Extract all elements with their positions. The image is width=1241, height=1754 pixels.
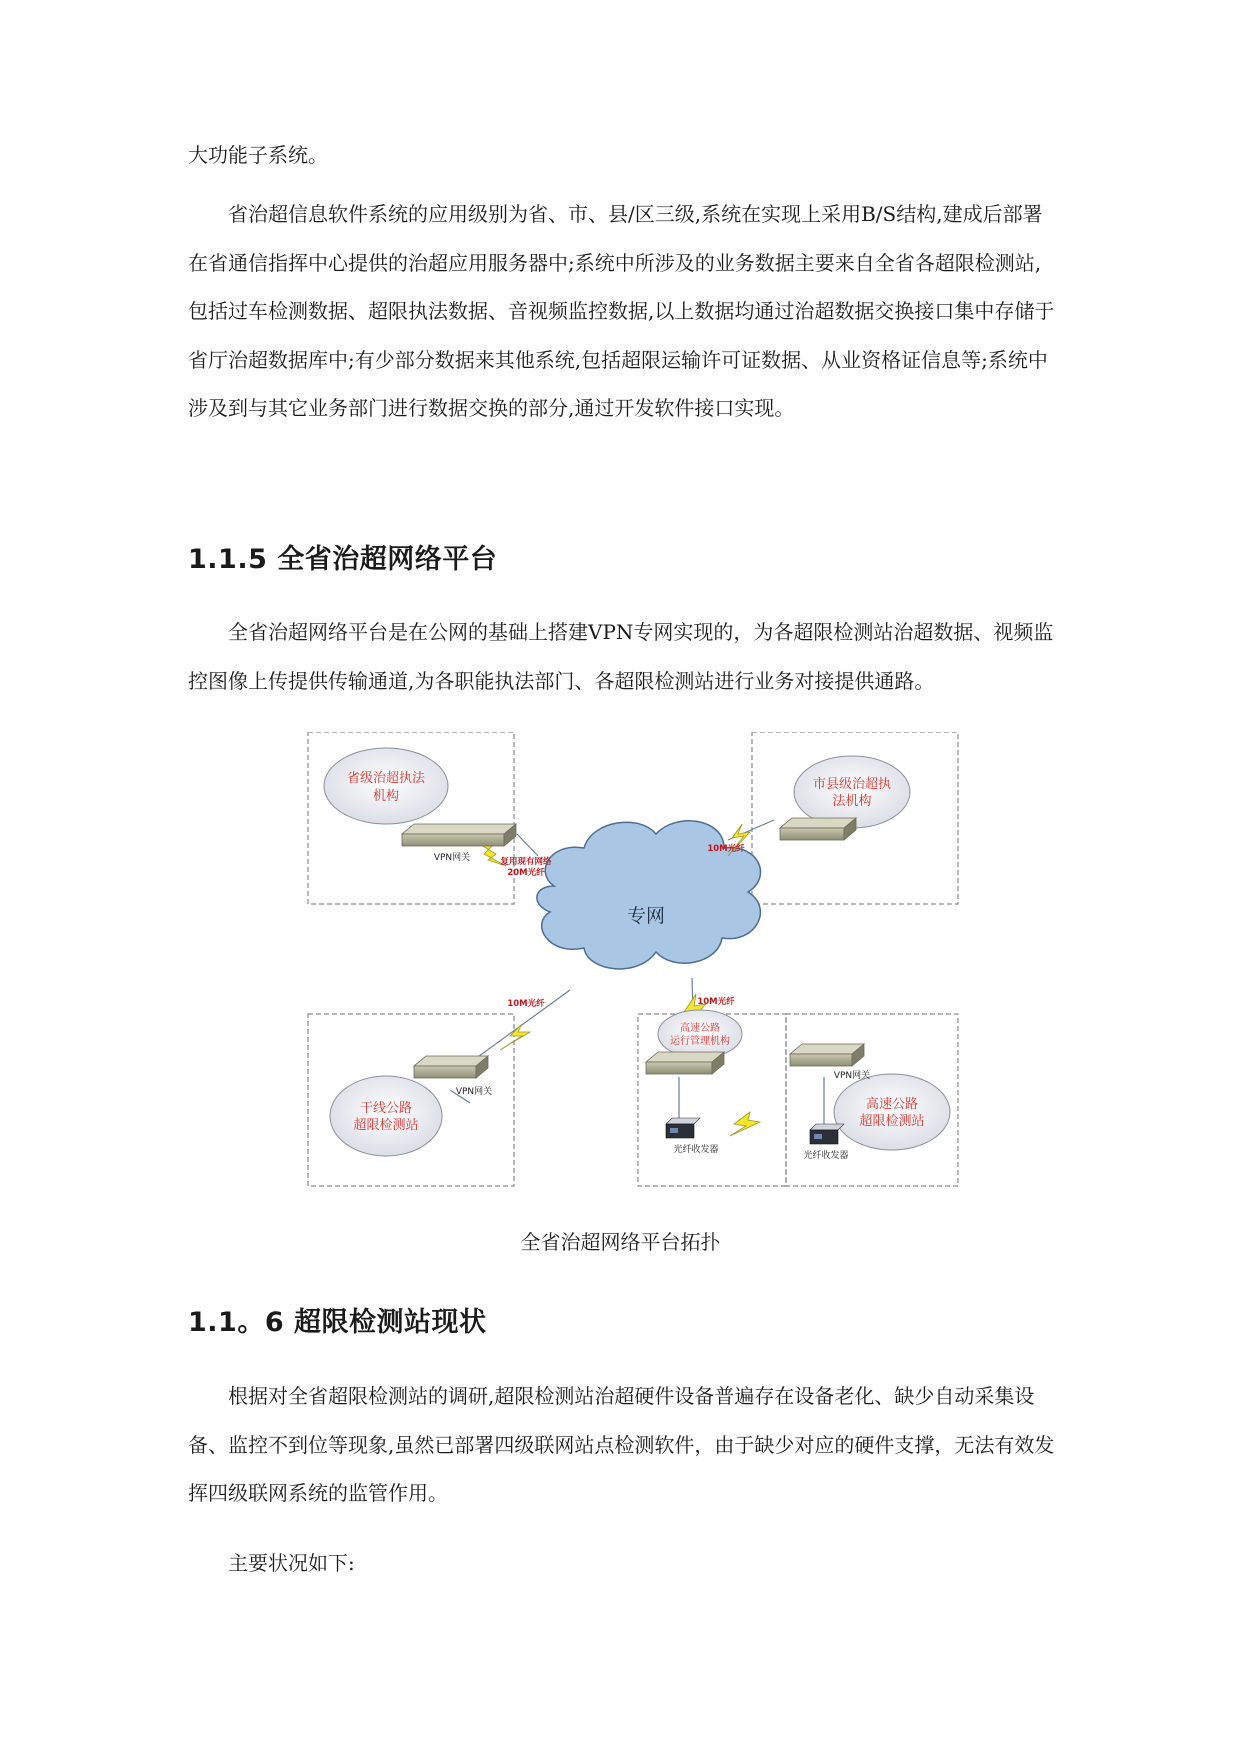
vpn-gateway-device-city xyxy=(780,818,856,840)
vpn-gateway-label-provincial: VPN网关 xyxy=(433,853,471,863)
highway-mgmt-label-1: 高速公路 xyxy=(680,1023,720,1034)
private-network-cloud xyxy=(537,821,761,969)
link-label-highway: 10M光纤 xyxy=(697,997,735,1007)
highway-station-label-2: 超限检测站 xyxy=(859,1114,925,1129)
paragraph-main-status: 主要状况如下: xyxy=(228,1551,355,1575)
transceiver-label-right: 光纤收发器 xyxy=(803,1151,849,1161)
provincial-agency-ellipse xyxy=(324,748,448,824)
paragraph-station-status: 根据对全省超限检测站的调研,超限检测站治超硬件设备普遍存在设备老化、缺少自动采集设备、监控不到位等现象,虽然已部署四级联网站点检测软件，由于缺少对应的硬件支撑，无法有效发挥四级联网系统的监管作用。 xyxy=(188,1384,1055,1505)
trunk-station-ellipse xyxy=(330,1076,442,1156)
heading-1-1-6: 1.1。6 超限检测站现状 xyxy=(188,1307,487,1338)
vpn-gateway-device-highway-mgmt xyxy=(646,1052,724,1074)
fiber-transceiver-left xyxy=(666,1118,700,1138)
paragraph-network-platform: 全省治超网络平台是在公网的基础上搭建VPN专网实现的，为各超限检测站治超数据、视频监控图像上传提供传输通道,为各职能执法部门、各超限检测站进行业务对接提供通路。 xyxy=(188,620,1054,693)
city-agency-label-2: 法机构 xyxy=(832,794,872,809)
figure-caption: 全省治超网络平台拓扑 xyxy=(520,1230,721,1254)
fiber-transceiver-right xyxy=(810,1124,844,1144)
vpn-gateway-label-trunk: VPN网关 xyxy=(455,1087,493,1097)
highway-station-ellipse xyxy=(834,1074,950,1150)
link-label-provincial-1: 复用现有网络 xyxy=(500,857,552,867)
trunk-station-label-2: 超限检测站 xyxy=(353,1118,419,1133)
link-label-provincial-2: 20M光纤 xyxy=(507,868,545,878)
vpn-gateway-device-provincial xyxy=(402,824,516,846)
highway-mgmt-ellipse xyxy=(658,1010,742,1058)
vpn-gateway-label-highway: VPN网关 xyxy=(833,1071,871,1081)
highway-mgmt-label-2: 运行管理机构 xyxy=(670,1036,730,1047)
link-label-trunk: 10M光纤 xyxy=(507,999,545,1009)
provincial-agency-label-2: 机构 xyxy=(372,789,400,804)
highway-station-label-1: 高速公路 xyxy=(865,1097,919,1112)
paragraph-system-levels: 省治超信息软件系统的应用级别为省、市、县/区三级,系统在实现上采用B/S结构,建成后部署在省通信指挥中心提供的治超应用服务器中;系统中所涉及的业务数据主要来自全省各超限检测站,包括过车检测数据、超限执法数据、音视频监控数据,以上数据均通过治超数据交换接口集中存储于省厅治超数据库中;有少部分数据来其他系统,包括超限运输许可证数据、从业资格证信息等;系统中涉及到与其它业务部门进行数据交换的部分,通过开发软件接口实现。 xyxy=(188,202,1055,420)
cloud-label: 专网 xyxy=(626,905,666,927)
link-label-city: 10M光纤 xyxy=(707,844,745,854)
trunk-station-label-1: 干线公路 xyxy=(359,1101,413,1116)
paragraph-continuation: 大功能子系统。 xyxy=(188,143,328,167)
provincial-agency-label-1: 省级治超执法 xyxy=(346,771,426,786)
lightning-bolt-transceivers xyxy=(730,1112,760,1136)
city-agency-ellipse xyxy=(794,756,910,828)
network-topology-diagram xyxy=(304,732,964,1198)
vpn-gateway-device-trunk xyxy=(414,1056,488,1078)
transceiver-label-left: 光纤收发器 xyxy=(673,1145,719,1155)
heading-1-1-5: 1.1.5 全省治超网络平台 xyxy=(188,544,498,575)
city-agency-label-1: 市县级治超执 xyxy=(812,777,892,792)
vpn-gateway-device-highway-station xyxy=(790,1044,864,1066)
